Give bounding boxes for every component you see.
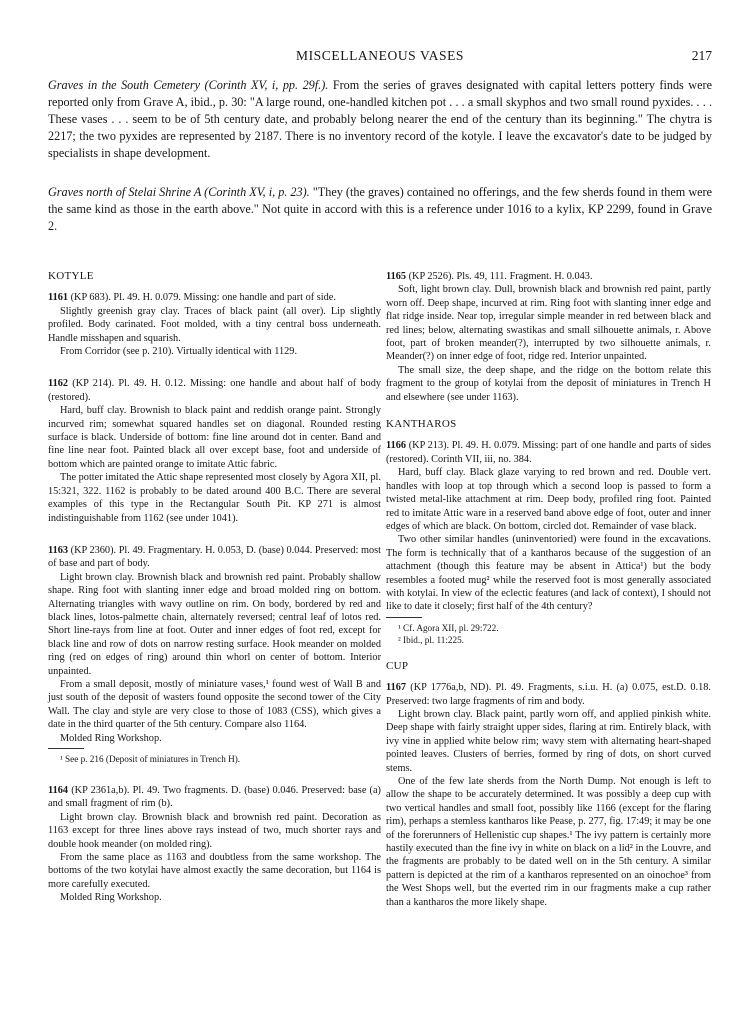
footnote-2: ² Ibid., pl. 11:225. bbox=[398, 634, 464, 645]
entry-body: Light brown clay. Brownish black and brownish red paint. Probably shallow shape. Ring foot with slanting inner edge and broad molded ring on bottom. Alternating triangles with wavy outline on rim. On body, bordered by red and black lines, lotos-palmette chain, alternately reversed; central leaf of lotos red. Short line-rays from line at foot. Outer and inner edges of foot red, except for black line and row of dots on narrow resting surface. Hook meander on molded ring (red on edges of ring) around thin whorl on center of bottom. Interior unpainted. bbox=[48, 571, 381, 677]
entry-head: (KP 2526). Pls. 49, 111. Fragment. H. 0.043. bbox=[406, 271, 593, 282]
entry-body: Soft, light brown clay. Dull, brownish black and brownish red paint, partly worn off. Deep shape, incurved at rim. Ring foot with slanting inner edge and flat ridge inside. Near top, irregular simple meander in red between black and red lines; below, alternating swastikas and small silhouette animals, r. Above foot, part of broken meander(?), interrupted by two silhouette animals, r. Meander(?) on inner edge of foot, ridge red. Interior unpainted. bbox=[386, 284, 711, 363]
entry-number: 1162 bbox=[48, 378, 69, 390]
catalogue-entry-1166 bbox=[386, 439, 711, 645]
entry-note: Two other similar handles (uninventoried) were found in the excavations. The form is technically that of a kantharos because of the suggestion of an attachment (though this feature may be absent in Attica¹) but the body resembles a footed mug² while the reserved foot is most generally associated with kotylai. In view of the eclectic features (and lack of context), I should not like to date it closely; first half of the 4th century? bbox=[386, 534, 711, 613]
entry-number: 1161 bbox=[48, 292, 69, 304]
entry-note: The potter imitated the Attic shape represented most closely by Agora XII, pl. 15:321, 322. 1162 is probably to be dated around 400 B.C. There are several examples of this type in the Rectangular South Pit. KP 271 is almost indistinguishable from 1162 (see under 1041). bbox=[48, 472, 381, 524]
footnote: ¹ See p. 216 (Deposit of miniatures in Trench H). bbox=[60, 754, 241, 764]
intro-south-cemetery-text: From the series of graves designated with capital letters pottery finds were reported only from Grave A, ibid., p. 30: "A large round, one-handled kitchen pot . . . a small skyphos and two small round pyxides. . . . These vases . . . seem to be of 5th century date, and probably belong nearer the end of the century than its beginning." The chytra is 2217; the two pyxides are represented by 2187. There is no inventory record of the kotyle. I leave the excavator's date to be judged by specialists in shape development. bbox=[48, 78, 712, 160]
entry-number: 1163 bbox=[48, 544, 69, 556]
catalogue-entry-1167 bbox=[386, 681, 711, 909]
entry-head: (KP 214). Pl. 49. H. 0.12. Missing: one handle and about half of body (restored). bbox=[48, 378, 381, 403]
entry-number: 1167 bbox=[386, 682, 407, 694]
running-head bbox=[48, 48, 712, 66]
entry-number: 1165 bbox=[386, 271, 407, 282]
intro-south-cemetery-lead: Graves in the South Cemetery (Corinth XV, i, pp. 29f.). bbox=[48, 78, 329, 92]
running-head-title: MISCELLANEOUS VASES bbox=[295, 48, 465, 63]
entry-head: (KP 2360). Pl. 49. Fragmentary. H. 0.053, D. (base) 0.044. Preserved: most of base and part of body. bbox=[48, 544, 381, 570]
entry-head: (KP 213). Pl. 49. H. 0.079. Missing: part of one handle and parts of sides (restored). Corinth VII, iii, no. 384. bbox=[386, 440, 711, 465]
right-column bbox=[386, 270, 711, 909]
entry-body: Slightly greenish gray clay. Traces of black paint (all over). Lip slightly profiled. Body carinated. Foot molded, with a tiny central boss underneath. Handle misshapen and squarish. bbox=[48, 305, 381, 344]
intro-south-cemetery bbox=[48, 77, 712, 162]
entry-head: (KP 683). Pl. 49. H. 0.079. Missing: one handle and part of side. bbox=[68, 292, 336, 304]
catalogue-entry-1161 bbox=[48, 291, 381, 358]
entry-body: Hard, buff clay. Black glaze varying to red brown and red. Double vert. handles with loop at top through which a second loop is passed to form a twisted metal-like attachment at rim. Deep body, profiled ring foot. Painted red to imitate Attic ware in a reserved band above edge of foot, outer and inner edges of which are black. On bottom, circled dot. Remainder of vase black. bbox=[386, 467, 711, 532]
entry-body: Light brown clay. Black paint, partly worn off, and applied pinkish white. Deep shape with fairly straight upper sides, flaring at rim. Entirely black, with ivy vine in applied white below rim; wavy stem with alternating heart-shaped pointed leaves. Clusters of berries, formed by ring of dots, on short curved stems. bbox=[386, 708, 711, 774]
section-heading-kantharos: KANTHAROS bbox=[386, 418, 457, 431]
footnote-rule bbox=[386, 617, 422, 618]
entry-number: 1166 bbox=[386, 440, 407, 452]
entry-note: One of the few late sherds from the North Dump. Not enough is left to allow the shape to be accurately determined. It was possibly a deep cup with two vertical handles and small foot, possibly like 1166 (except for the flaring rim), perhaps a stemless kantharos like Pease, p. 277, fig. 17:49; it may be one of the forerunners of Hellenistic cup shapes.¹ The ivy pattern is certainly more hastily executed than the fine ivy in white on black on a lid² in the Louvre, and the fragments are probably to be dated well on in the 5th century. A similar pattern is depicted at the rim of a kantharos represented on an oinochoe³ from the West Shops well, but the everted rim in our fragments make a cup rather than a kantharos the more likely shape. bbox=[386, 776, 711, 908]
intro-stelai-shrine bbox=[48, 184, 712, 235]
catalogue-entry-1164 bbox=[48, 784, 381, 905]
entry-workshop: Molded Ring Workshop. bbox=[60, 732, 162, 744]
entry-number: 1164 bbox=[48, 785, 69, 796]
page-number: 217 bbox=[691, 48, 712, 63]
catalogue-entry-1162 bbox=[48, 377, 381, 524]
intro-stelai-shrine-text: "They (the graves) contained no offerings, and the few sherds found in them were the same kind as those in the earth above." Not quite in accord with this is a reference under 1016 to a kylix, KP 2299, found in Grave 2. bbox=[48, 185, 712, 233]
entry-head: (KP 1776a,b, ND). Pl. 49. Fragments, s.i.u. H. (a) 0.075, est.D. 0.18. Preserved: two large fragments of rim and body. bbox=[386, 682, 711, 707]
entry-note: From Corridor (see p. 210). Virtually identical with 1129. bbox=[60, 346, 298, 358]
entry-note: The small size, the deep shape, and the ridge on the bottom relate this fragment to the group of kotylai from the deposit of miniatures in Trench H and elsewhere (see under 1163). bbox=[386, 364, 711, 403]
section-heading-cup: CUP bbox=[386, 659, 409, 672]
catalogue-entry-1165 bbox=[386, 270, 711, 404]
entry-body: Light brown clay. Brownish black and brownish red paint. Decoration as 1163 except for three lines above rays instead of two, much shorter rays and double hook meander (on molded ring). bbox=[48, 811, 381, 850]
left-column bbox=[48, 270, 381, 905]
intro-stelai-shrine-lead: Graves north of Stelai Shrine A (Corinth XV, i, p. 23). bbox=[48, 185, 310, 199]
entry-body: Hard, buff clay. Brownish to black paint and reddish orange paint. Strongly incurved rim; somewhat squared handles set on diagonal. Rounded resting surface is black. Underside of bottom: fine line around dot in center. Band and fine line near foot. Painted black all over except base, foot and underside of bottom which are painted orange to imitate Attic fabric. bbox=[48, 405, 381, 470]
catalogue-entry-1163 bbox=[48, 544, 381, 765]
entry-workshop: Molded Ring Workshop. bbox=[60, 892, 162, 904]
footnote-1: ¹ Cf. Agora XII, pl. 29:722. bbox=[398, 622, 499, 633]
entry-head: (KP 2361a,b). Pl. 49. Two fragments. D. (base) 0.046. Preserved: base (a) and small fragment of rim (b). bbox=[48, 785, 381, 810]
section-heading-kotyle: KOTYLE bbox=[48, 270, 94, 282]
entry-note: From the same place as 1163 and doubtless from the same workshop. The bottoms of the two kotylai have almost exactly the same decoration, but 1164 is more carefully executed. bbox=[48, 852, 381, 890]
entry-note: From a small deposit, mostly of miniature vases,¹ found west of Wall B and just south of the deposit of wasters found opposite the second tower of the City Wall. The clay and style are very close to those of 1083 (CSS), which gives a date in the third quarter of the 5th century. Compare also 1164. bbox=[48, 678, 381, 731]
footnote-rule bbox=[48, 748, 84, 749]
